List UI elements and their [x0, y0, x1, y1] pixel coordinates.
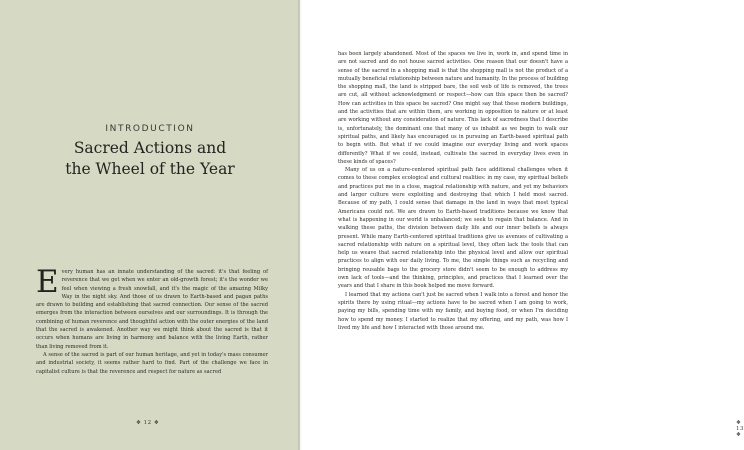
book-gutter-shadow — [298, 0, 302, 450]
left-body-text — [36, 264, 268, 376]
page-number-left: ❖ 12 ❖ — [136, 420, 160, 426]
left-page — [0, 0, 300, 450]
chapter-title — [20, 138, 280, 180]
left-paragraph-1-text: very human has an innate understanding of the sacred: it's that feeling of reverence that we get when we enter an old-growth forest; it's the wonder we feel when viewing a fresh snowfall, and it's the magic of the amazing Milky Way in the night sky. And those of us drawn to Earth-based and pagan paths are drawn to building and establishing that sacred connection. Our sense of the sacred emerges from the interaction between ourselves and our surroundings. It is through the combining of human reverence and thoughtful action with the outer energies of the land that the sacred is awakened. Another way we might think about the sacred is that it occurs when humans are living in harmony and balance with the living Earth, rather than living removed from it. — [36, 269, 268, 350]
left-paragraph-2: A sense of the sacred is part of our human heritage, and yet in today's mass consumer and industrial society, it seems rather hard to find. Part of the challenge we face in capitalist culture is that the reverence and respect for nature as sacred — [36, 351, 268, 375]
right-body-text — [338, 50, 568, 332]
chapter-label: INTRODUCTION — [105, 124, 195, 134]
chapter-title-line-2: the Wheel of the Year — [65, 160, 235, 178]
chapter-title-line-1: Sacred Actions and — [73, 139, 227, 157]
right-paragraph-2: Many of us on a nature-centered spiritual path face additional challenges when it comes to these complex ecological and cultural realities: in my case, my spiritual beliefs and practices put me in a close, magical relationship with nature, and yet my behaviors and larger culture were exploiting and destroying that which I held most sacred. Because of my path, I could sense that damage in the land in ways that most typical Americans could not. We are drawn to Earth-based traditions because we know that what is happening in our world is unbalanced; we seek to regain that balance. And in walking these paths, the division between daily life and our inner beliefs is always present. While many Earth-centered spiritual traditions give us avenues of cultivating a sacred relationship with nature on a spiritual level, they often lack the tools that can help us weave that sacred relationship into the physical level and allow our spiritual practices to align with our daily living. To me, the simple things such as recycling and bringing reusable bags to the grocery store didn't seem to be enough to address my own lack of tools—and the thinking, principles, and practices that I learned over the years and that I share in this book helped me move forward. — [338, 167, 568, 290]
right-paragraph-1: has been largely abandoned. Most of the spaces we live in, work in, and spend time in are not sacred and do not house sacred activities. One reason that our doesn't have a sense of the sacred in a shopping mall is that the shopping mall is not the product of a mutually beneficial relationship between nature and humanity. In the process of building the shopping mall, the land is stripped bare, the soil web of life is removed, the trees are cut, all without acknowledgment or respect—how can this space then be sacred? How can activities in this space be sacred? One might say that these modern buildings, and the activities that are within them, are working in opposition to nature or at least are working without any consideration of nature. This lack of sacredness that I describe is, unfortunately, the dominant one that many of us inhabit as we begin to walk our spiritual paths, and likely has encouraged us in pursuing an Earth-based spiritual path to begin with. But what if we could imagine our everyday living and work spaces differently? What if we could, instead, cultivate the sacred in everyday lives even in these kinds of spaces? — [338, 51, 569, 165]
left-paragraph-1 — [36, 264, 268, 351]
page-number-right: ❖ 13 ❖ — [736, 420, 744, 438]
drop-cap: E — [36, 264, 59, 300]
right-paragraph-3: I learned that my actions can't just be sacred when I walk into a forest and honor the spirits there by using ritual—my actions have to be sacred when I am going to work, paying my bills, spending time with my family, and buying food, or when I'm deciding how to spend my money. I started to realize that my offering, and my path, was how I lived my life and how I interacted with those around me. — [338, 291, 568, 331]
